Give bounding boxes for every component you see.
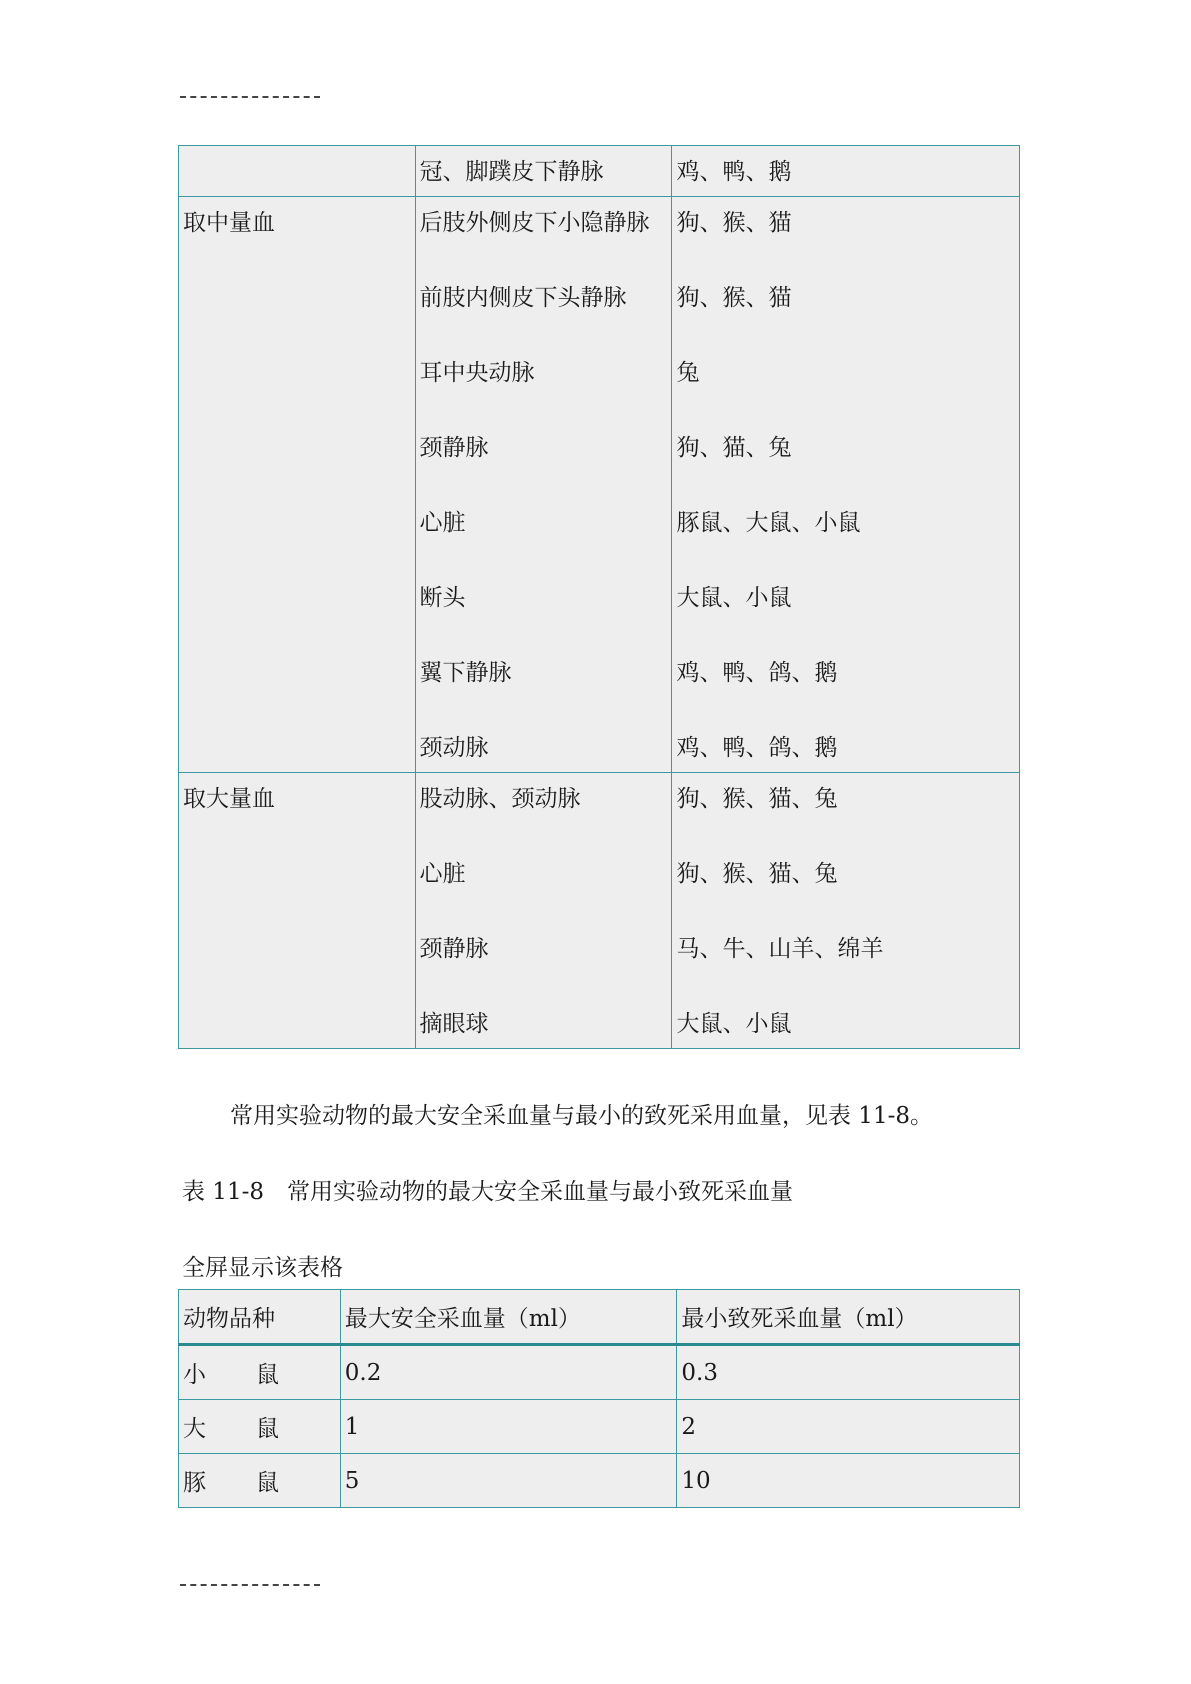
header-cell-max-safe: 最大安全采血量（ml）: [340, 1290, 677, 1345]
collection-site-cell: [415, 773, 672, 1049]
animal-cell: [179, 1400, 341, 1454]
animal-species-cell: [672, 773, 1020, 1049]
table-row: [179, 1345, 1020, 1400]
category-cell: 取中量血: [179, 197, 416, 773]
animal-species: 豚鼠、大鼠、小鼠: [676, 510, 861, 536]
collection-site-cell: [415, 146, 672, 197]
animal-name-second: 鼠: [256, 1416, 279, 1442]
min-lethal-cell: 10: [677, 1454, 1020, 1508]
collection-site: 股动脉、颈动脉: [419, 786, 581, 812]
table-caption: 表 11-8 常用实验动物的最大安全采血量与最小致死采血量: [182, 1179, 793, 1205]
collection-site-cell: [415, 197, 672, 773]
animal-species: 狗、猴、猫: [676, 285, 792, 311]
fullscreen-table-link[interactable]: 全屏显示该表格: [182, 1255, 343, 1281]
table-row: [179, 773, 1020, 1049]
collection-site: 翼下静脉: [419, 660, 512, 686]
animal-species: 兔: [676, 360, 700, 386]
max-safe-cell: 5: [340, 1454, 677, 1508]
animal-name-first: 小: [183, 1362, 206, 1388]
header-dash-rule: [180, 96, 320, 98]
animal-species: 鸡、鸭、鸽、鹅: [676, 735, 838, 761]
animal-species: 大鼠、小鼠: [676, 585, 792, 611]
animal-name-second: 鼠: [256, 1362, 279, 1388]
collection-site: 心脏: [419, 510, 466, 536]
animal-species: 狗、猴、猫、兔: [676, 861, 838, 887]
animal-name-second: 鼠: [256, 1470, 279, 1496]
animal-cell: [179, 1345, 341, 1400]
header-cell-animal: 动物品种: [179, 1290, 341, 1345]
table-row: [179, 146, 1020, 197]
collection-site: 摘眼球: [419, 1011, 489, 1037]
animal-species: 马、牛、山羊、绵羊: [676, 936, 884, 962]
animal-name-first: 豚: [183, 1470, 206, 1496]
animal-species: 鸡、鸭、鹅: [676, 159, 792, 185]
min-lethal-cell: 2: [677, 1400, 1020, 1454]
category-cell: [179, 146, 416, 197]
animal-species-cell: [672, 146, 1020, 197]
collection-site: 冠、脚蹼皮下静脉: [419, 159, 604, 185]
footer-dash-rule: [180, 1584, 320, 1586]
animal-name-first: 大: [183, 1416, 206, 1442]
header-cell-min-lethal: 最小致死采血量（ml）: [677, 1290, 1020, 1345]
collection-site: 颈静脉: [419, 435, 489, 461]
animal-species: 狗、猴、猫、兔: [676, 786, 838, 812]
blood-collection-method-table: [178, 145, 1020, 1049]
animal-species: 狗、猴、猫: [676, 210, 792, 236]
category-cell: 取大量血: [179, 773, 416, 1049]
animal-species: 鸡、鸭、鸽、鹅: [676, 660, 838, 686]
blood-volume-table: [178, 1289, 1020, 1508]
animal-species-cell: [672, 197, 1020, 773]
collection-site: 颈动脉: [419, 735, 489, 761]
table-row: [179, 1454, 1020, 1508]
table-row: [179, 1400, 1020, 1454]
collection-site: 耳中央动脉: [419, 360, 535, 386]
collection-site: 后肢外侧皮下小隐静脉: [419, 210, 650, 236]
table-row: [179, 197, 1020, 773]
min-lethal-cell: 0.3: [677, 1345, 1020, 1400]
intro-paragraph: 常用实验动物的最大安全采血量与最小的致死采用血量，见表 11-8。: [230, 1103, 933, 1129]
collection-site: 心脏: [419, 861, 466, 887]
animal-cell: [179, 1454, 341, 1508]
collection-site: 颈静脉: [419, 936, 489, 962]
table-header-row: [179, 1290, 1020, 1345]
max-safe-cell: 0.2: [340, 1345, 677, 1400]
animal-species: 狗、猫、兔: [676, 435, 792, 461]
max-safe-cell: 1: [340, 1400, 677, 1454]
collection-site: 前肢内侧皮下头静脉: [419, 285, 627, 311]
collection-site: 断头: [419, 585, 466, 611]
animal-species: 大鼠、小鼠: [676, 1011, 792, 1037]
